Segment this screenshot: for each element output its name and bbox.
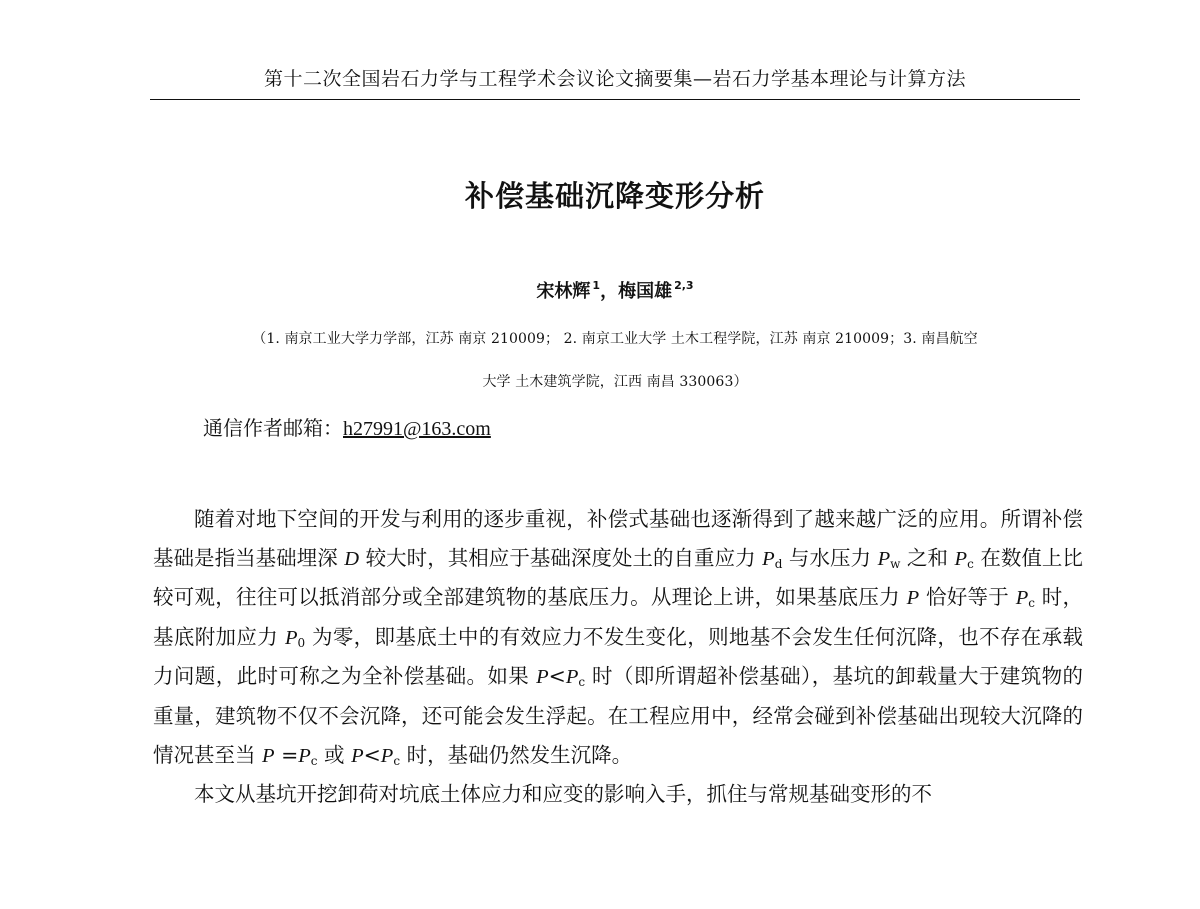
author-list: [150, 278, 1080, 306]
author-name: 宋林辉: [536, 281, 591, 302]
affiliation-line: （1. 南京工业大学力学部，江苏 南京 210009； 2. 南京工业大学 土木工程学院，江苏 南京 210009；3. 南昌航空: [252, 331, 978, 347]
paper-title: 补偿基础沉降变形分析: [464, 179, 765, 213]
header-rule: [150, 99, 1080, 100]
running-header: 第十二次全国岩石力学与工程学术会议论文摘要集—岩石力学基本理论与计算方法: [263, 68, 966, 90]
affiliation-line: 大学 土木建筑学院，江西 南昌 330063）: [482, 374, 748, 390]
affiliations: [150, 328, 1080, 393]
body-text: [153, 500, 1083, 814]
paragraph: 本文从基坑开挖卸荷对坑底土体应力和应变的影响入手，抓住与常规基础变形的不: [194, 782, 932, 807]
author-affiliation-mark: 1: [592, 279, 601, 292]
email-label: 通信作者邮箱：: [203, 416, 343, 440]
corresponding-email: [203, 413, 491, 444]
author-separator: ，: [600, 281, 619, 302]
paragraph: 随着对地下空间的开发与利用的逐步重视，补偿式基础也逐渐得到了越来越广泛的应用。所谓补偿基础是指当基础埋深 D 较大时，其相应于基础深度处土的自重应力 $P_d$ 与水压力 $P_w$ 之和 $P_c$ 在数值上比较可观，往往可以抵消部分或全部建筑物的基底压力。从理论上讲，如果基底压力 P 恰好等于 $P_c$ 时，基底附加应力 $P_0$ 为零，即基底土中的有效应力不发生变化，则地基不会发生任何沉降，也不存在承载力问题，此时可称之为全补偿基础。如果 $P<P_c$ 时（即所谓超补偿基础），基坑的卸载量大于建筑物的重量，建筑物不仅不会沉降，还可能会发生浮起。在工程应用中，经常会碰到补偿基础出现较大沉降的情况甚至当 $P =P_c$ 或 $P<P_c$ 时，基础仍然发生沉降。: [153, 507, 1084, 768]
author-affiliation-mark: 2,3: [674, 279, 694, 292]
email-link[interactable]: h27991@163.com: [343, 418, 491, 440]
author-name: 梅国雄: [618, 281, 673, 302]
